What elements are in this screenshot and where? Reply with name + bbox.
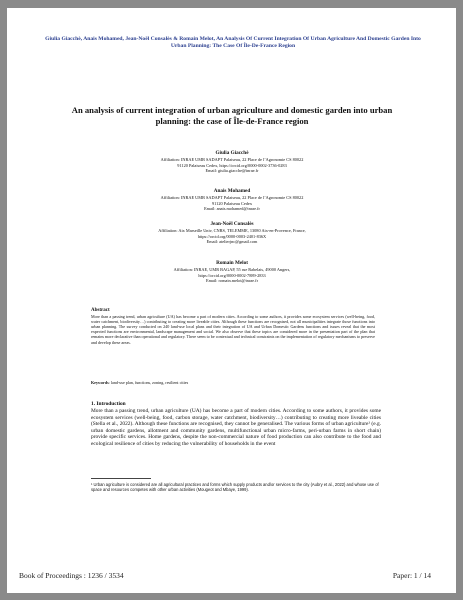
keywords-text: : land-use plan, functions, zoning, resilient cities [108,380,189,385]
author-affiliation: Affiliation: Aix Marseille Univ, CNRS, TELEMME, 13080 Aix-en-Provence, France, [158,228,306,233]
author-affiliation: Affiliation: INRAE, UMR BAGAP, 55 rue Rabelais, 49000 Angers, [173,267,291,272]
author-address: https://orcid.org/0000-0002-7889-2833 [198,272,266,278]
abstract-heading: Abstract [91,308,110,313]
introduction-section [91,401,381,448]
paper-page [7,8,456,593]
author-address: https://orcid.org/0000-0003-2401-836X [197,233,267,239]
author-name: Romain Melot [216,260,248,266]
paper-page-counter: Paper: 1 / 14 [392,571,431,580]
author-address: 91120 Palaiseau Cedex, https://orcid.org/0000-0002-3736-0283 [177,162,287,168]
abstract-text: More than a passing trend, urban agriculture (UA) has become a part of modern cities. According to some authors, it provides some ecosystem services (well-being, food, water catchment, biodiversity…) contributing to creating more liveable cities. Although these functions are recognised, not all municipalities integrate those functions into urban planning. The survey conducted on 240 land-use local plans and their integration of UA and Urban Domestic Gardens functions and issues reveal that the most expected functions are environmental, landscape management and social. We also observe that these topics are considered more in the presentation part of the plan that remains more declarative than operational and regulatory. There seem to be contextual and technical constraints on the implementation of regulatory mechanisms to preserve and develop these areas. [91,314,375,345]
keywords [91,380,375,385]
author-affiliation: Affiliation: INRAE UMR SADAPT Palaiseau, 22 Place de l’Agronomie CS 80022 [160,195,304,200]
author-block [62,150,402,174]
author-affiliation: Affiliation: INRAE UMR SADAPT Palaiseau, 22 Place de l’Agronomie CS 80022 [160,157,304,162]
paper-title: An analysis of current integration of urban agriculture and domestic garden into urban planning: the case of Île-de-France region [71,105,393,126]
author-name: Jean-Noël Consalès [210,221,254,227]
section-heading: 1. Introduction [91,401,126,407]
keywords-label: Keywords [91,380,109,385]
abstract-section [91,308,375,345]
section-paragraph: More than a passing trend, urban agriculture (UA) has become a part of modern cities. According to some authors, it provides some ecosystem services (well-being, food, carbon storage, water catchment, biodiversity…) contributing to creating more liveable cities (Stella et al., 2022). Although these functions are recognised, they cannot be generalised. The various forms of urban agriculture¹ (e.g. urban domestic gardens, allotment and community gardens, multifunctional urban micro-farms, peri-urban farms in short chain) provide specific services. Home gardens, despite the non-commercial nature of food production can also contribute to the food and ecological resilience of cities by reducing the vulnerability of households in the event [91,408,381,447]
author-block [62,260,402,284]
author-email: Email: atelierjnc@gmail.com [206,239,258,245]
footnote: ¹ Urban agriculture is considered are all agricultural practices and forms which supply products and/or services to the city (Aubry et al., 2022) and whose use of space and resources competes with other urban activities (Mougeot and Mbaye, 1999). [91,482,379,493]
running-header: Giulia Giacchè, Anais Mohamed, Jean-Noël Consalès & Romain Melot, An Analysis Of Current Integration Of Urban Agriculture And Domestic Garden Into Urban Planning: The Case Of Île-De-France Region [45,36,421,49]
author-name: Anais Mohamed [213,188,251,194]
author-block [62,188,402,212]
author-name: Giulia Giacchè [215,150,249,156]
proceedings-page-counter: Book of Proceedings : 1236 / 3534 [19,571,124,580]
author-email: Email: anais.mohamed@inrae.fr [204,206,260,212]
author-block [62,221,402,245]
footnote-rule [91,478,151,479]
author-email: Email: romain.melot@inrae.fr [205,278,259,284]
author-email: Email: giulia.giacche@inrae.fr [205,168,259,174]
author-address: 91120 Palaiseau Cedex [212,200,252,206]
